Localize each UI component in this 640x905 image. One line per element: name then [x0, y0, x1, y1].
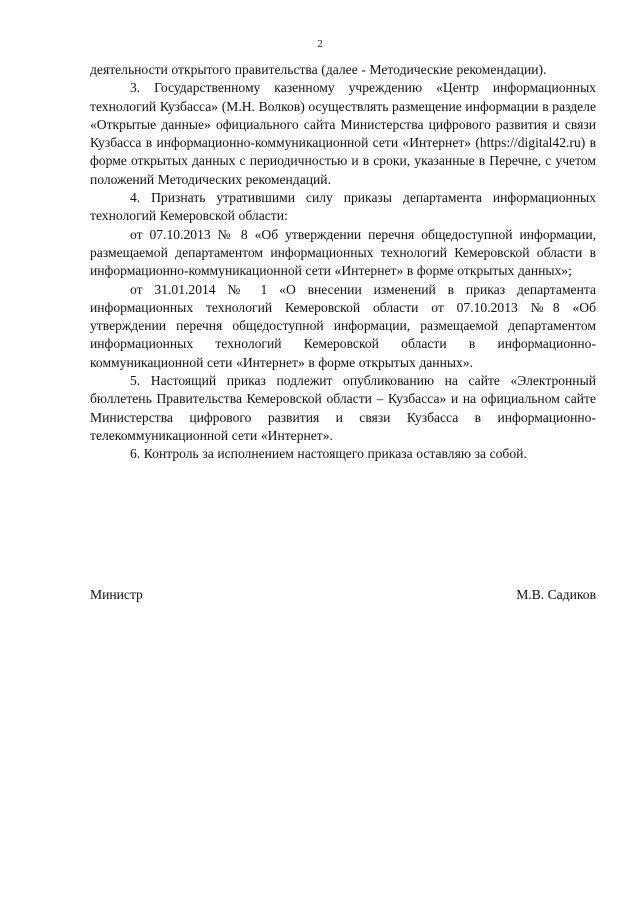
paragraph-item-3: 3. Государственному казенному учреждению «Центр информационных технологий Кузбасса» (М.Н. Волков) осуществлять размещение информации в разделе «Открытые данные» официального сайта Министерства цифрового развития и связи Кузбасса в информационно-коммуникационной сети «Интернет» (https://digital42.ru) в форме открытых данных с периодичностью и в сроки, указанные в Перечне, с учетом положений Методических рекомендаций. — [90, 80, 596, 187]
paragraph-continuation: деятельности открытого правительства (далее - Методические рекомендации). — [90, 62, 547, 77]
signatory-name: М.В. Садиков — [516, 587, 596, 602]
paragraph-item-6: 6. Контроль за исполнением настоящего приказа оставляю за собой. — [130, 446, 527, 462]
paragraph-item-5: 5. Настоящий приказ подлежит опубликованию на сайте «Электронный бюллетень Правительства Кемеровской области – Кузбасса» и на официальном сайте Министерства цифрового развития и связи Кузбасса в информационно-телекоммуникационной сети «Интернет». — [90, 373, 596, 443]
paragraph-item-4: 4. Признать утратившими силу приказы департамента информационных технологий Кемеровской области: — [90, 190, 596, 224]
page-number: 2 — [317, 38, 323, 50]
document-body — [90, 61, 596, 464]
paragraph-repealed-order-2: от 31.01.2014 № 1 «О внесении изменений в приказ департамента информационных технологий Кемеровской области от 07.10.2013 №8 «Об утверждении перечня общедоступной информации, размещаемой департаментом информационных технологий Кемеровской области в информационно-коммуникационной сети «Интернет» в форме открытых данных». — [90, 281, 596, 370]
paragraph-repealed-order-1: от 07.10.2013 № 8 «Об утверждении перечня общедоступной информации, размещаемой департаментом информационных технологий Кемеровской области в информационно-коммуникационной сети «Интернет» в форме открытых данных»; — [90, 226, 596, 279]
signatory-title: Министр — [90, 587, 143, 602]
signature-block — [90, 586, 596, 604]
